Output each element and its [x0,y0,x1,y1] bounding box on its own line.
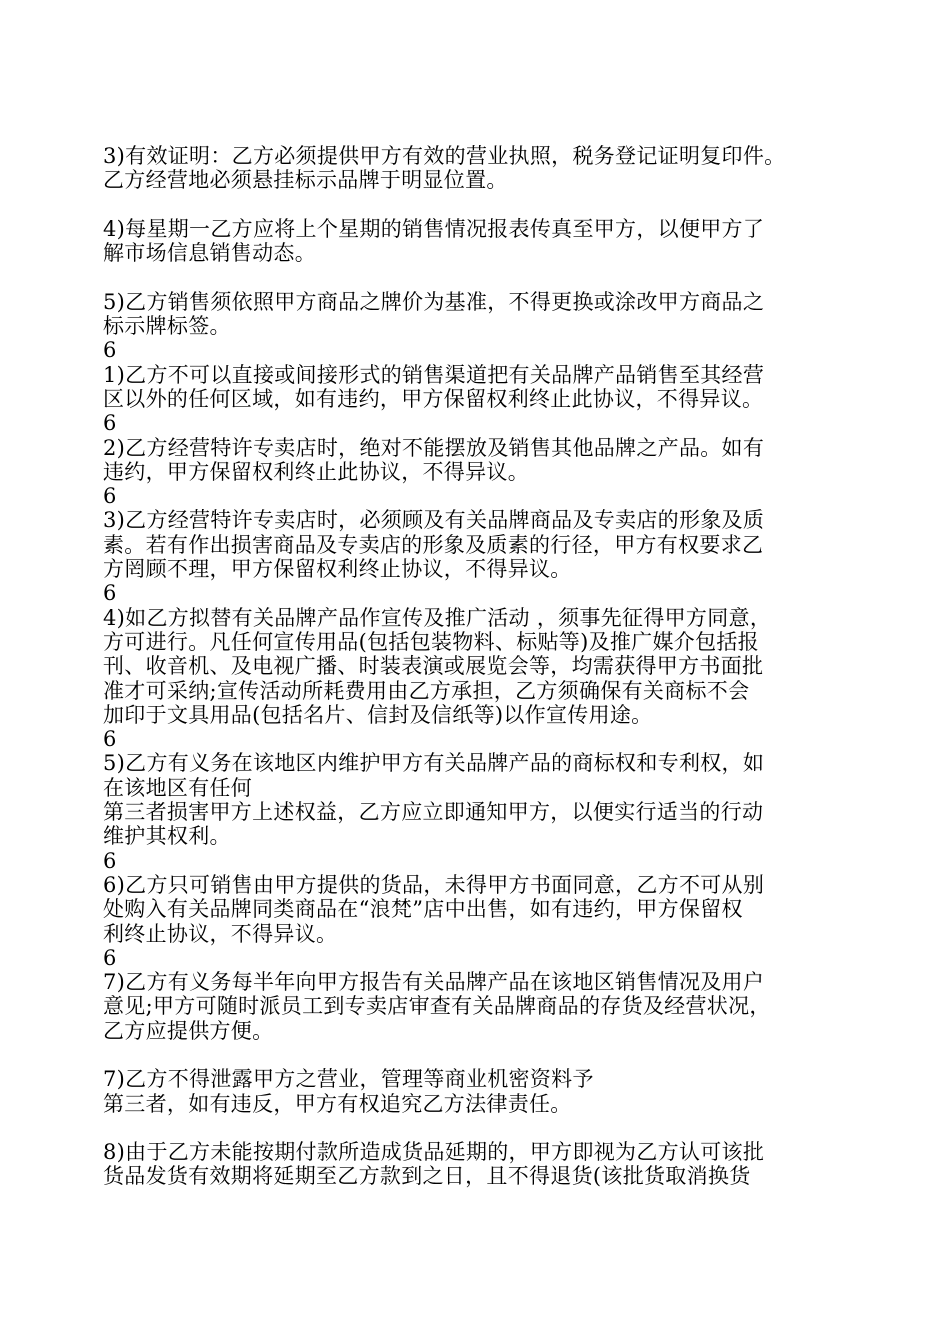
text-line: 3)有效证明：乙方必须提供甲方有效的营业执照，税务登记证明复印件。 [103,144,786,168]
text-line: 6 [103,945,117,970]
text-line: 2)乙方经营特许专卖店时，绝对不能摆放及销售其他品牌之产品。如有 [103,435,765,460]
text-line: 刊、收音机、及电视广播、时装表演或展览会等，均需获得甲方书面批 [103,654,764,679]
text-line: 7)乙方不得泄露甲方之营业，管理等商业机密资料予 [103,1067,594,1092]
text-line: 3)乙方经营特许专卖店时，必须顾及有关品牌商品及专卖店的形象及质 [103,508,765,533]
text-line: 货品发货有效期将延期至乙方款到之日，且不得退货(该批货取消换货 [103,1164,751,1189]
text-line: 5)乙方有义务在该地区内维护甲方有关品牌产品的商标权和专利权，如 [103,751,765,776]
text-line: 标示牌标签。 [103,314,231,339]
document-body [103,144,903,1189]
text-line: 5)乙方销售须依照甲方商品之牌价为基准，不得更换或涂改甲方商品之 [103,289,765,314]
text-line: 4)每星期一乙方应将上个星期的销售情况报表传真至甲方，以便甲方了 [103,216,765,241]
text-line: 乙方经营地必须悬挂标示品牌于明显位置。 [103,168,508,193]
text-line: 7)乙方有义务每半年向甲方报告有关品牌产品在该地区销售情况及用户 [103,970,765,995]
text-line: 准才可采纳;宣传活动所耗费用由乙方承担，乙方须确保有关商标不会 [103,678,750,703]
text-line: 处购入有关品牌同类商品在“浪梵”店中出售，如有违约，甲方保留权 [103,897,743,922]
text-line: 方可进行。凡任何宣传用品(包括包装物料、标贴等)及推广媒介包括报 [103,629,759,654]
text-line: 方罔顾不理，甲方保留权利终止协议，不得异议。 [103,557,572,582]
text-line: 素。若有作出损害商品及专卖店的形象及质素的行径，甲方有权要求乙 [103,532,764,557]
text-line: 解市场信息销售动态。 [103,241,316,266]
text-line: 6 [103,727,117,752]
text-line: 6 [103,411,117,436]
text-line: 区以外的任何区域，如有违约，甲方保留权利终止此协议，不得异议。 [103,386,764,411]
text-line: 6 [103,484,117,509]
text-line: 6 [103,848,117,873]
paragraph-gap [103,193,903,217]
text-line: 第三者，如有违反，甲方有权追究乙方法律责任。 [103,1091,572,1116]
text-line: 6 [103,338,117,363]
text-line: 8)由于乙方未能按期付款所造成货品延期的，甲方即视为乙方认可该批 [103,1140,765,1165]
text-line: 维护其权利。 [103,824,231,849]
text-line: 6)乙方只可销售由甲方提供的货品，未得甲方书面同意，乙方不可从别 [103,872,765,897]
paragraph-gap [103,265,903,289]
paragraph-gap [103,1043,903,1067]
text-line: 4)如乙方拟替有关品牌产品作宣传及推广活动 ，须事先征得甲方同意， [103,605,772,630]
text-line: 违约，甲方保留权利终止此协议，不得异议。 [103,459,529,484]
text-line: 意见;甲方可随时派员工到专卖店审查有关品牌商品的存货及经营状况， [103,994,771,1019]
text-line: 6 [103,581,117,606]
text-line: 在该地区有任何 [103,775,253,800]
text-line: 1)乙方不可以直接或间接形式的销售渠道把有关品牌产品销售至其经营 [103,362,765,387]
text-line: 乙方应提供方便。 [103,1018,274,1043]
paragraph-gap [103,1116,903,1140]
text-line: 第三者损害甲方上述权益，乙方应立即通知甲方，以便实行适当的行动 [103,800,764,825]
text-line: 加印于文具用品(包括名片、信封及信纸等)以作宣传用途。 [103,702,653,727]
text-line: 利终止协议，不得异议。 [103,921,338,946]
